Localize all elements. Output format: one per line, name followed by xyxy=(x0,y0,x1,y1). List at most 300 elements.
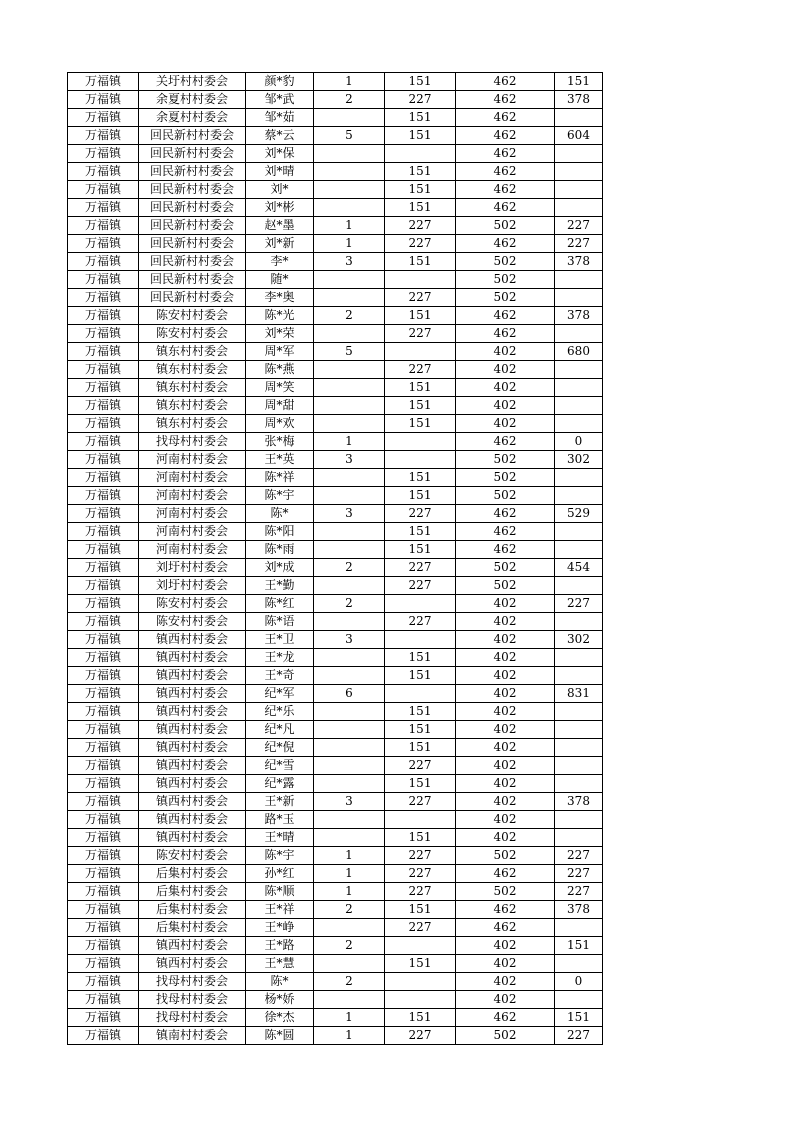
count-cell xyxy=(314,577,385,595)
amount-b-cell: 502 xyxy=(456,469,555,487)
total-cell: 378 xyxy=(555,91,603,109)
amount-a-cell: 151 xyxy=(385,73,456,91)
total-cell xyxy=(555,739,603,757)
total-cell xyxy=(555,361,603,379)
total-cell: 529 xyxy=(555,505,603,523)
count-cell xyxy=(314,739,385,757)
name-cell: 王*新 xyxy=(246,793,314,811)
amount-a-cell: 151 xyxy=(385,703,456,721)
amount-a-cell: 227 xyxy=(385,577,456,595)
table-row xyxy=(68,343,603,361)
village-cell: 找母村村委会 xyxy=(139,973,246,991)
town-cell: 万福镇 xyxy=(68,487,139,505)
town-cell: 万福镇 xyxy=(68,649,139,667)
name-cell: 纪*倪 xyxy=(246,739,314,757)
name-cell: 王*路 xyxy=(246,937,314,955)
amount-a-cell: 151 xyxy=(385,829,456,847)
count-cell xyxy=(314,703,385,721)
name-cell: 王*慧 xyxy=(246,955,314,973)
amount-b-cell: 402 xyxy=(456,613,555,631)
table-row xyxy=(68,865,603,883)
data-table xyxy=(67,72,603,1045)
town-cell: 万福镇 xyxy=(68,613,139,631)
town-cell: 万福镇 xyxy=(68,793,139,811)
town-cell: 万福镇 xyxy=(68,559,139,577)
village-cell: 镇西村村委会 xyxy=(139,649,246,667)
amount-a-cell: 151 xyxy=(385,1009,456,1027)
name-cell: 邹*茹 xyxy=(246,109,314,127)
town-cell: 万福镇 xyxy=(68,469,139,487)
total-cell xyxy=(555,649,603,667)
table-row xyxy=(68,235,603,253)
town-cell: 万福镇 xyxy=(68,919,139,937)
table-row xyxy=(68,829,603,847)
town-cell: 万福镇 xyxy=(68,847,139,865)
village-cell: 回民新村村委会 xyxy=(139,127,246,145)
town-cell: 万福镇 xyxy=(68,577,139,595)
count-cell xyxy=(314,613,385,631)
name-cell: 路*玉 xyxy=(246,811,314,829)
table-row xyxy=(68,271,603,289)
town-cell: 万福镇 xyxy=(68,235,139,253)
town-cell: 万福镇 xyxy=(68,973,139,991)
village-cell: 回民新村村委会 xyxy=(139,163,246,181)
count-cell: 2 xyxy=(314,937,385,955)
amount-b-cell: 462 xyxy=(456,541,555,559)
table-row xyxy=(68,613,603,631)
town-cell: 万福镇 xyxy=(68,955,139,973)
village-cell: 陈安村村委会 xyxy=(139,847,246,865)
count-cell: 1 xyxy=(314,883,385,901)
count-cell xyxy=(314,469,385,487)
count-cell: 2 xyxy=(314,595,385,613)
town-cell: 万福镇 xyxy=(68,541,139,559)
name-cell: 陈*宇 xyxy=(246,487,314,505)
amount-a-cell: 227 xyxy=(385,847,456,865)
name-cell: 王*峥 xyxy=(246,919,314,937)
table-row xyxy=(68,523,603,541)
total-cell xyxy=(555,325,603,343)
name-cell: 周*笑 xyxy=(246,379,314,397)
name-cell: 刘*荣 xyxy=(246,325,314,343)
village-cell: 河南村村委会 xyxy=(139,469,246,487)
total-cell: 378 xyxy=(555,307,603,325)
amount-a-cell: 151 xyxy=(385,379,456,397)
village-cell: 后集村村委会 xyxy=(139,901,246,919)
name-cell: 刘*保 xyxy=(246,145,314,163)
total-cell: 227 xyxy=(555,865,603,883)
amount-b-cell: 402 xyxy=(456,397,555,415)
village-cell: 镇西村村委会 xyxy=(139,721,246,739)
count-cell xyxy=(314,181,385,199)
total-cell xyxy=(555,199,603,217)
town-cell: 万福镇 xyxy=(68,721,139,739)
village-cell: 镇西村村委会 xyxy=(139,937,246,955)
table-row xyxy=(68,919,603,937)
amount-b-cell: 502 xyxy=(456,271,555,289)
amount-a-cell xyxy=(385,451,456,469)
total-cell xyxy=(555,415,603,433)
table-row xyxy=(68,847,603,865)
count-cell xyxy=(314,919,385,937)
amount-a-cell: 227 xyxy=(385,235,456,253)
amount-b-cell: 402 xyxy=(456,379,555,397)
amount-a-cell: 151 xyxy=(385,649,456,667)
count-cell: 1 xyxy=(314,433,385,451)
amount-a-cell xyxy=(385,433,456,451)
name-cell: 杨*娇 xyxy=(246,991,314,1009)
amount-a-cell: 227 xyxy=(385,325,456,343)
name-cell: 陈*雨 xyxy=(246,541,314,559)
count-cell xyxy=(314,415,385,433)
table-body xyxy=(68,73,603,1045)
count-cell: 1 xyxy=(314,217,385,235)
town-cell: 万福镇 xyxy=(68,595,139,613)
amount-b-cell: 402 xyxy=(456,343,555,361)
town-cell: 万福镇 xyxy=(68,757,139,775)
table-row xyxy=(68,397,603,415)
name-cell: 李* xyxy=(246,253,314,271)
total-cell: 302 xyxy=(555,631,603,649)
name-cell: 颜*豹 xyxy=(246,73,314,91)
amount-b-cell: 462 xyxy=(456,523,555,541)
village-cell: 后集村村委会 xyxy=(139,865,246,883)
amount-b-cell: 402 xyxy=(456,793,555,811)
count-cell: 5 xyxy=(314,127,385,145)
total-cell xyxy=(555,397,603,415)
town-cell: 万福镇 xyxy=(68,91,139,109)
amount-a-cell: 151 xyxy=(385,253,456,271)
name-cell: 赵*墨 xyxy=(246,217,314,235)
amount-b-cell: 462 xyxy=(456,109,555,127)
table-row xyxy=(68,415,603,433)
town-cell: 万福镇 xyxy=(68,883,139,901)
table-row xyxy=(68,541,603,559)
name-cell: 王*祥 xyxy=(246,901,314,919)
amount-b-cell: 462 xyxy=(456,325,555,343)
total-cell: 151 xyxy=(555,73,603,91)
amount-b-cell: 502 xyxy=(456,559,555,577)
table-row xyxy=(68,289,603,307)
name-cell: 陈*燕 xyxy=(246,361,314,379)
amount-b-cell: 462 xyxy=(456,199,555,217)
town-cell: 万福镇 xyxy=(68,829,139,847)
amount-b-cell: 402 xyxy=(456,631,555,649)
count-cell: 5 xyxy=(314,343,385,361)
count-cell xyxy=(314,523,385,541)
total-cell: 227 xyxy=(555,847,603,865)
total-cell: 227 xyxy=(555,235,603,253)
name-cell: 陈*阳 xyxy=(246,523,314,541)
amount-b-cell: 402 xyxy=(456,667,555,685)
total-cell xyxy=(555,523,603,541)
table-row xyxy=(68,145,603,163)
amount-a-cell xyxy=(385,937,456,955)
total-cell xyxy=(555,829,603,847)
amount-b-cell: 462 xyxy=(456,505,555,523)
name-cell: 王*卫 xyxy=(246,631,314,649)
amount-a-cell: 227 xyxy=(385,505,456,523)
village-cell: 找母村村委会 xyxy=(139,991,246,1009)
amount-a-cell: 227 xyxy=(385,919,456,937)
amount-b-cell: 502 xyxy=(456,883,555,901)
town-cell: 万福镇 xyxy=(68,703,139,721)
amount-b-cell: 502 xyxy=(456,253,555,271)
town-cell: 万福镇 xyxy=(68,163,139,181)
village-cell: 镇东村村委会 xyxy=(139,379,246,397)
count-cell xyxy=(314,145,385,163)
town-cell: 万福镇 xyxy=(68,1027,139,1045)
table-row xyxy=(68,163,603,181)
total-cell: 151 xyxy=(555,937,603,955)
town-cell: 万福镇 xyxy=(68,865,139,883)
table-row xyxy=(68,667,603,685)
name-cell: 随* xyxy=(246,271,314,289)
table-row xyxy=(68,901,603,919)
town-cell: 万福镇 xyxy=(68,667,139,685)
table-row xyxy=(68,433,603,451)
town-cell: 万福镇 xyxy=(68,415,139,433)
amount-b-cell: 402 xyxy=(456,973,555,991)
town-cell: 万福镇 xyxy=(68,199,139,217)
amount-a-cell: 151 xyxy=(385,109,456,127)
count-cell xyxy=(314,163,385,181)
village-cell: 镇东村村委会 xyxy=(139,361,246,379)
name-cell: 纪*乐 xyxy=(246,703,314,721)
town-cell: 万福镇 xyxy=(68,775,139,793)
town-cell: 万福镇 xyxy=(68,631,139,649)
amount-a-cell xyxy=(385,271,456,289)
amount-b-cell: 462 xyxy=(456,433,555,451)
count-cell: 6 xyxy=(314,685,385,703)
table-row xyxy=(68,217,603,235)
village-cell: 镇西村村委会 xyxy=(139,739,246,757)
village-cell: 镇西村村委会 xyxy=(139,631,246,649)
amount-a-cell: 151 xyxy=(385,487,456,505)
amount-b-cell: 462 xyxy=(456,145,555,163)
total-cell: 0 xyxy=(555,433,603,451)
count-cell: 1 xyxy=(314,847,385,865)
table-row xyxy=(68,955,603,973)
table-row xyxy=(68,1027,603,1045)
total-cell xyxy=(555,991,603,1009)
amount-a-cell: 151 xyxy=(385,469,456,487)
total-cell xyxy=(555,487,603,505)
table-row xyxy=(68,793,603,811)
total-cell xyxy=(555,469,603,487)
total-cell: 0 xyxy=(555,973,603,991)
village-cell: 镇东村村委会 xyxy=(139,415,246,433)
table-row xyxy=(68,811,603,829)
amount-b-cell: 402 xyxy=(456,649,555,667)
count-cell xyxy=(314,649,385,667)
table-row xyxy=(68,703,603,721)
count-cell xyxy=(314,541,385,559)
amount-a-cell xyxy=(385,145,456,163)
total-cell: 378 xyxy=(555,253,603,271)
village-cell: 镇东村村委会 xyxy=(139,397,246,415)
total-cell xyxy=(555,703,603,721)
amount-b-cell: 462 xyxy=(456,235,555,253)
amount-a-cell: 151 xyxy=(385,307,456,325)
table-row xyxy=(68,379,603,397)
name-cell: 王*龙 xyxy=(246,649,314,667)
total-cell xyxy=(555,775,603,793)
table-row xyxy=(68,973,603,991)
amount-a-cell xyxy=(385,595,456,613)
total-cell: 378 xyxy=(555,901,603,919)
town-cell: 万福镇 xyxy=(68,739,139,757)
name-cell: 邹*武 xyxy=(246,91,314,109)
amount-b-cell: 502 xyxy=(456,577,555,595)
total-cell xyxy=(555,919,603,937)
town-cell: 万福镇 xyxy=(68,505,139,523)
amount-b-cell: 402 xyxy=(456,721,555,739)
table-row xyxy=(68,739,603,757)
name-cell: 陈*语 xyxy=(246,613,314,631)
total-cell: 680 xyxy=(555,343,603,361)
town-cell: 万福镇 xyxy=(68,991,139,1009)
amount-a-cell: 151 xyxy=(385,667,456,685)
amount-b-cell: 402 xyxy=(456,991,555,1009)
total-cell xyxy=(555,955,603,973)
count-cell xyxy=(314,199,385,217)
total-cell: 151 xyxy=(555,1009,603,1027)
amount-b-cell: 462 xyxy=(456,1009,555,1027)
count-cell xyxy=(314,271,385,289)
amount-a-cell: 227 xyxy=(385,289,456,307)
village-cell: 镇西村村委会 xyxy=(139,811,246,829)
name-cell: 陈*红 xyxy=(246,595,314,613)
table-row xyxy=(68,559,603,577)
amount-b-cell: 462 xyxy=(456,865,555,883)
town-cell: 万福镇 xyxy=(68,343,139,361)
town-cell: 万福镇 xyxy=(68,307,139,325)
village-cell: 陈安村村委会 xyxy=(139,613,246,631)
village-cell: 镇西村村委会 xyxy=(139,793,246,811)
village-cell: 回民新村村委会 xyxy=(139,271,246,289)
name-cell: 刘*晴 xyxy=(246,163,314,181)
town-cell: 万福镇 xyxy=(68,181,139,199)
name-cell: 徐*杰 xyxy=(246,1009,314,1027)
town-cell: 万福镇 xyxy=(68,901,139,919)
town-cell: 万福镇 xyxy=(68,325,139,343)
amount-a-cell: 151 xyxy=(385,127,456,145)
village-cell: 找母村村委会 xyxy=(139,1009,246,1027)
table-row xyxy=(68,487,603,505)
name-cell: 纪*露 xyxy=(246,775,314,793)
village-cell: 陈安村村委会 xyxy=(139,325,246,343)
amount-b-cell: 502 xyxy=(456,1027,555,1045)
total-cell xyxy=(555,721,603,739)
table-row xyxy=(68,685,603,703)
amount-b-cell: 502 xyxy=(456,217,555,235)
count-cell xyxy=(314,487,385,505)
count-cell: 2 xyxy=(314,307,385,325)
amount-b-cell: 462 xyxy=(456,919,555,937)
village-cell: 关圩村村委会 xyxy=(139,73,246,91)
town-cell: 万福镇 xyxy=(68,253,139,271)
table-row xyxy=(68,649,603,667)
village-cell: 河南村村委会 xyxy=(139,487,246,505)
table-row xyxy=(68,91,603,109)
village-cell: 镇西村村委会 xyxy=(139,703,246,721)
name-cell: 王*英 xyxy=(246,451,314,469)
name-cell: 纪*军 xyxy=(246,685,314,703)
town-cell: 万福镇 xyxy=(68,145,139,163)
amount-b-cell: 462 xyxy=(456,181,555,199)
amount-b-cell: 462 xyxy=(456,163,555,181)
name-cell: 孙*红 xyxy=(246,865,314,883)
town-cell: 万福镇 xyxy=(68,433,139,451)
count-cell xyxy=(314,955,385,973)
amount-a-cell: 227 xyxy=(385,217,456,235)
town-cell: 万福镇 xyxy=(68,685,139,703)
total-cell xyxy=(555,163,603,181)
table-row xyxy=(68,127,603,145)
amount-a-cell: 151 xyxy=(385,541,456,559)
count-cell xyxy=(314,289,385,307)
name-cell: 周*甜 xyxy=(246,397,314,415)
table-row xyxy=(68,595,603,613)
total-cell xyxy=(555,109,603,127)
table-row xyxy=(68,325,603,343)
amount-a-cell xyxy=(385,991,456,1009)
total-cell: 302 xyxy=(555,451,603,469)
amount-a-cell: 151 xyxy=(385,721,456,739)
amount-b-cell: 402 xyxy=(456,685,555,703)
table-row xyxy=(68,451,603,469)
total-cell xyxy=(555,541,603,559)
amount-b-cell: 462 xyxy=(456,901,555,919)
amount-b-cell: 402 xyxy=(456,829,555,847)
table-row xyxy=(68,1009,603,1027)
amount-a-cell xyxy=(385,343,456,361)
amount-a-cell: 227 xyxy=(385,883,456,901)
town-cell: 万福镇 xyxy=(68,289,139,307)
table-row xyxy=(68,307,603,325)
name-cell: 陈*宇 xyxy=(246,847,314,865)
amount-a-cell: 227 xyxy=(385,361,456,379)
total-cell xyxy=(555,181,603,199)
amount-b-cell: 402 xyxy=(456,955,555,973)
name-cell: 周*欢 xyxy=(246,415,314,433)
town-cell: 万福镇 xyxy=(68,397,139,415)
count-cell xyxy=(314,775,385,793)
name-cell: 陈*光 xyxy=(246,307,314,325)
village-cell: 后集村村委会 xyxy=(139,919,246,937)
village-cell: 镇南村村委会 xyxy=(139,1027,246,1045)
town-cell: 万福镇 xyxy=(68,127,139,145)
village-cell: 河南村村委会 xyxy=(139,505,246,523)
village-cell: 回民新村村委会 xyxy=(139,217,246,235)
count-cell: 1 xyxy=(314,1027,385,1045)
village-cell: 回民新村村委会 xyxy=(139,181,246,199)
count-cell: 1 xyxy=(314,235,385,253)
amount-a-cell: 227 xyxy=(385,1027,456,1045)
amount-b-cell: 462 xyxy=(456,73,555,91)
amount-a-cell xyxy=(385,811,456,829)
total-cell xyxy=(555,811,603,829)
table-row xyxy=(68,109,603,127)
table-row xyxy=(68,577,603,595)
amount-a-cell xyxy=(385,631,456,649)
total-cell xyxy=(555,613,603,631)
village-cell: 陈安村村委会 xyxy=(139,307,246,325)
name-cell: 陈*祥 xyxy=(246,469,314,487)
town-cell: 万福镇 xyxy=(68,109,139,127)
count-cell: 2 xyxy=(314,973,385,991)
